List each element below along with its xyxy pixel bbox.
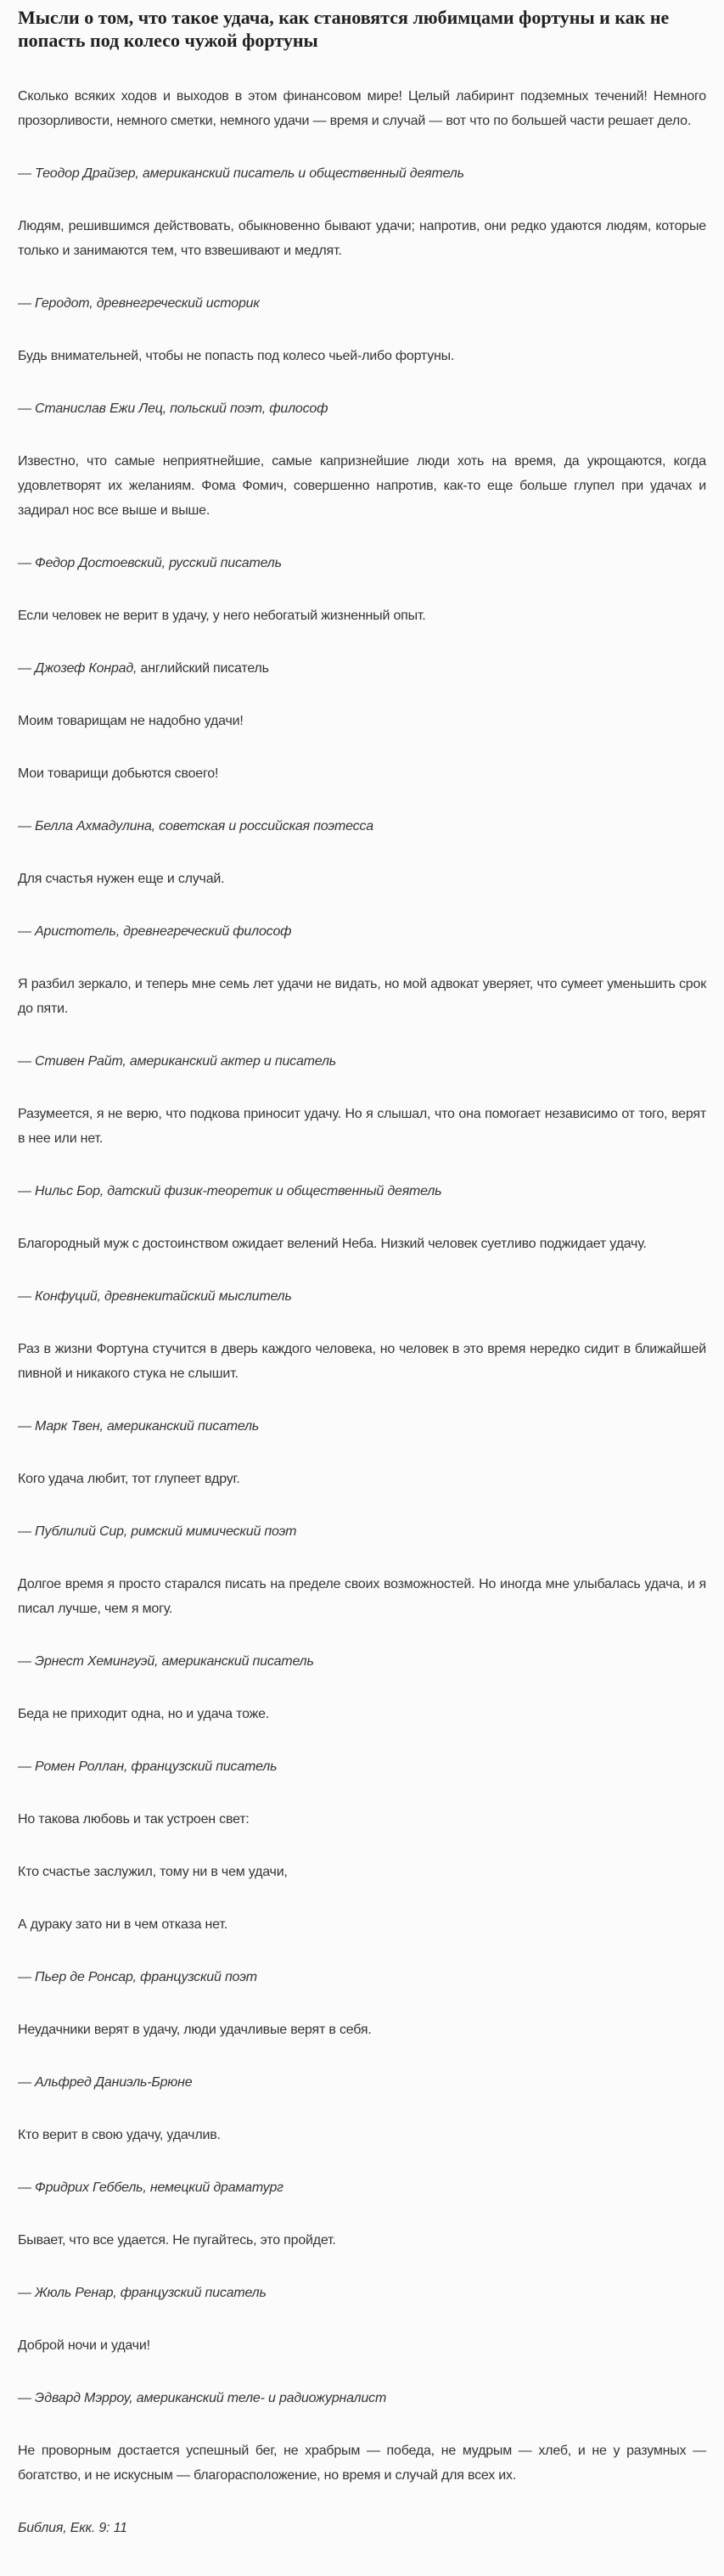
page-title: Мысли о том, что такое удача, как становятся любимцами фортуны и как не попасть под колесо чужой фортуны bbox=[18, 7, 670, 51]
quote-paragraph: А дураку зато ни в чем отказа нет. bbox=[18, 1917, 227, 1932]
attribution-line: — Нильс Бор, датский физик-теоретик и общественный деятель bbox=[18, 1184, 442, 1198]
attribution-name: — Джозеф Конрад, bbox=[18, 661, 138, 676]
attribution-line: — Ромен Роллан, французский писатель bbox=[18, 1759, 278, 1774]
quote-paragraph: Беда не приходит одна, но и удача тоже. bbox=[18, 1707, 270, 1721]
attribution-line: — Теодор Драйзер, американский писатель и общественный деятель bbox=[18, 166, 464, 181]
quote-paragraph: Сколько всяких ходов и выходов в этом финансовом мире! Целый лабиринт подземных течений! Немного прозорливости, немного сметки, немного удачи — время и случай — вот что по большей части решает дело. bbox=[18, 89, 706, 128]
quote-paragraph: Известно, что самые неприятнейшие, самые капризнейшие люди хоть на время, да укрощаются, когда удовлетворят их желаниям. Фома Фомич, совершенно напротив, как-то еще больше глупел при удачах и задирал нос все выше и выше. bbox=[18, 454, 706, 518]
attribution-line: — Геродот, древнегреческий историк bbox=[18, 296, 260, 311]
attribution-line: — Марк Твен, американский писатель bbox=[18, 1419, 260, 1434]
quote-paragraph: Разумеется, я не верю, что подкова приносит удачу. Но я слышал, что она помогает независимо от того, верят в нее или нет. bbox=[18, 1107, 706, 1146]
attribution-line: — Эдвард Мэрроу, американский теле- и радиожурналист bbox=[18, 2391, 387, 2405]
attribution-line: — Конфуций, древнекитайский мыслитель bbox=[18, 1289, 292, 1304]
attribution-line: — Пьер де Ронсар, французский поэт bbox=[18, 1970, 257, 1984]
attribution-line: — Станислав Ежи Лец, польский поэт, философ bbox=[18, 401, 328, 416]
attribution-line: — Эрнест Хемингуэй, американский писатель bbox=[18, 1654, 314, 1669]
quote-paragraph: Бывает, что все удается. Не пугайтесь, это пройдет. bbox=[18, 2233, 336, 2248]
quote-paragraph: Кто верит в свою удачу, удачлив. bbox=[18, 2128, 221, 2142]
attribution-role: английский писатель bbox=[137, 661, 269, 676]
quote-paragraph: Будь внимательней, чтобы не попасть под колесо чьей-либо фортуны. bbox=[18, 349, 455, 363]
quote-paragraph: Если человек не верит в удачу, у него небогатый жизненный опыт. bbox=[18, 609, 426, 623]
attribution-line: — Аристотель, древнегреческий философ bbox=[18, 924, 292, 939]
quotes-list bbox=[18, 84, 706, 2540]
quote-paragraph: Кто счастье заслужил, тому ни в чем удачи, bbox=[18, 1865, 288, 1879]
quote-paragraph: Людям, решившимся действовать, обыкновенно бывают удачи; напротив, они редко удаются людям, которые только и занимаются тем, что взвешивают и медлят. bbox=[18, 219, 706, 258]
attribution-line: — Белла Ахмадулина, советская и российская поэтесса bbox=[18, 819, 373, 833]
quote-paragraph: Долгое время я просто старался писать на пределе своих возможностей. Но иногда мне улыбалась удача, и я писал лучше, чем я могу. bbox=[18, 1577, 706, 1616]
quote-paragraph: Благородный муж с достоинством ожидает велений Неба. Низкий человек суетливо поджидает удачу. bbox=[18, 1237, 647, 1251]
quote-paragraph: Но такова любовь и так устроен свет: bbox=[18, 1812, 250, 1827]
attribution-line: — Публилий Сир, римский мимический поэт bbox=[18, 1524, 297, 1539]
quote-paragraph: Моим товарищам не надобно удачи! bbox=[18, 714, 244, 728]
quote-paragraph: Я разбил зеркало, и теперь мне семь лет удачи не видать, но мой адвокат уверяет, что сумеет уменьшить срок до пяти. bbox=[18, 977, 706, 1016]
quote-paragraph: Раз в жизни Фортуна стучится в дверь каждого человека, но человек в это время нередко сидит в ближайшей пивной и никакого стука не слышит. bbox=[18, 1342, 706, 1381]
quote-paragraph: Для счастья нужен еще и случай. bbox=[18, 872, 225, 886]
quote-paragraph: Доброй ночи и удачи! bbox=[18, 2338, 150, 2353]
attribution-line: — Альфред Даниэль-Брюне bbox=[18, 2075, 193, 2090]
attribution-line: — Фридрих Геббель, немецкий драматург bbox=[18, 2180, 283, 2195]
attribution-line: — Федор Достоевский, русский писатель bbox=[18, 556, 282, 570]
quote-paragraph: Мои товарищи добьются своего! bbox=[18, 766, 219, 781]
attribution-line bbox=[18, 656, 706, 681]
quote-paragraph: Неудачники верят в удачу, люди удачливые верят в себя. bbox=[18, 2023, 372, 2037]
attribution-line: Библия, Екк. 9: 11 bbox=[18, 2521, 127, 2535]
attribution-line: — Жюль Ренар, французский писатель bbox=[18, 2286, 267, 2300]
quote-paragraph: Не проворным достается успешный бег, не храбрым — победа, не мудрым — хлеб, и не у разумных — богатство, и не искусным — благорасположение, но время и случай для всех их. bbox=[18, 2444, 706, 2483]
attribution-line: — Стивен Райт, американский актер и писатель bbox=[18, 1054, 336, 1069]
quote-paragraph: Кого удача любит, тот глупеет вдруг. bbox=[18, 1472, 240, 1486]
